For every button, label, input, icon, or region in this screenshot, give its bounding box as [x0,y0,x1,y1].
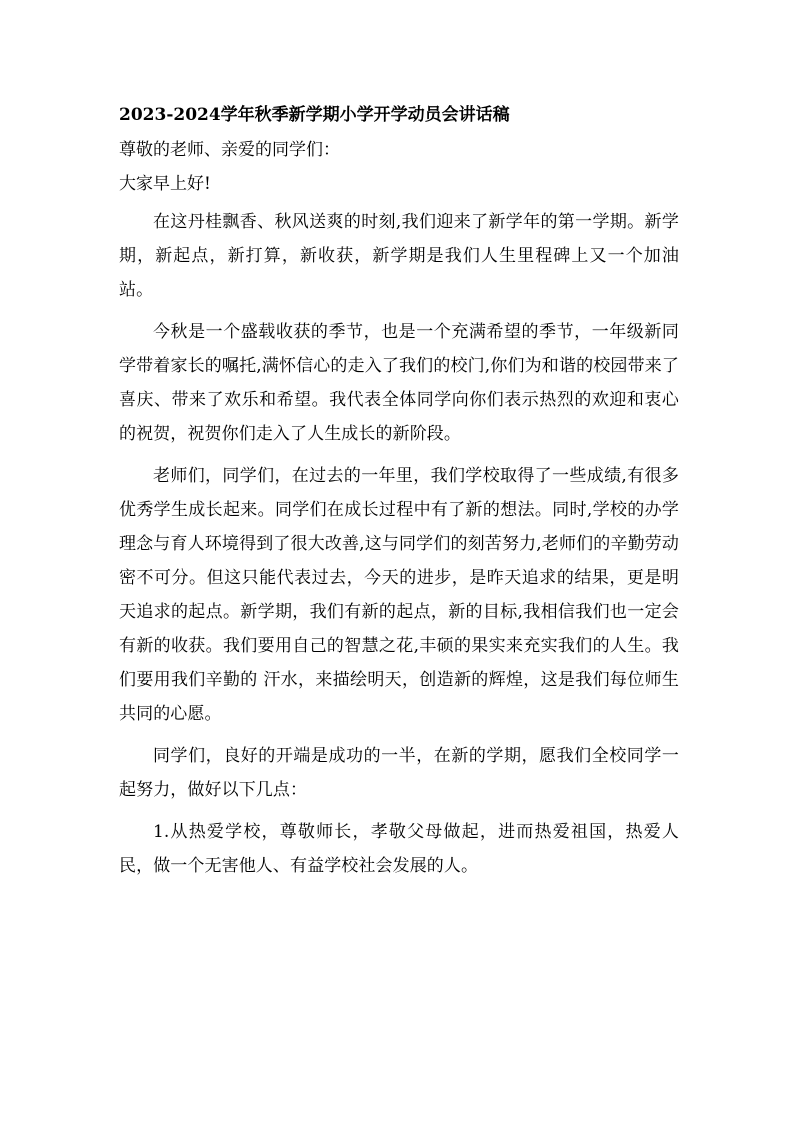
list-item-1: 1.从热爱学校，尊敬师长，孝敬父母做起，进而热爱祖国，热爱人民，做一个无害他人、有益学校社会发展的人。 [119,822,679,876]
hello-line: 大家早上好! [119,174,211,194]
paragraph-4: 同学们，良好的开端是成功的一半，在新的学期，愿我们全校同学一起努力，做好以下几点： [119,746,679,800]
document-body [119,102,679,891]
paragraph-2: 今秋是一个盛载收获的季节，也是一个充满希望的季节，一年级新同学带着家长的嘱托,满怀信心的走入了我们的校门,你们为和谐的校园带来了喜庆、带来了欢乐和希望。我代表全体同学向你们表示热烈的欢迎和衷心的祝贺，祝贺你们走入了人生成长的新阶段。 [119,322,679,444]
greeting-line: 尊敬的老师、亲爱的同学们： [119,140,340,160]
paragraph-1: 在这丹桂飘香、秋风送爽的时刻,我们迎来了新学年的第一学期。新学期，新起点，新打算，新收获，新学期是我们人生里程碑上又一个加油站。 [119,212,679,300]
document-title: 2023-2024学年秋季新学期小学开学动员会讲话稿 [119,105,510,125]
paragraph-3: 老师们，同学们，在过去的一年里，我们学校取得了一些成绩,有很多优秀学生成长起来。同学们在成长过程中有了新的想法。同时,学校的办学理念与育人环境得到了很大改善,这与同学们的刻苦努力,老师们的辛勤劳动密不可分。但这只能代表过去，今天的进步，是昨天追求的结果，更是明天追求的起点。新学期，我们有新的起点，新的目标,我相信我们也一定会有新的收获。我们要用自己的智慧之花,丰硕的果实来充实我们的人生。我们要用我们辛勤的 汗水，来描绘明天，创造新的辉煌，这是我们每位师生共同的心愿。 [119,466,679,724]
